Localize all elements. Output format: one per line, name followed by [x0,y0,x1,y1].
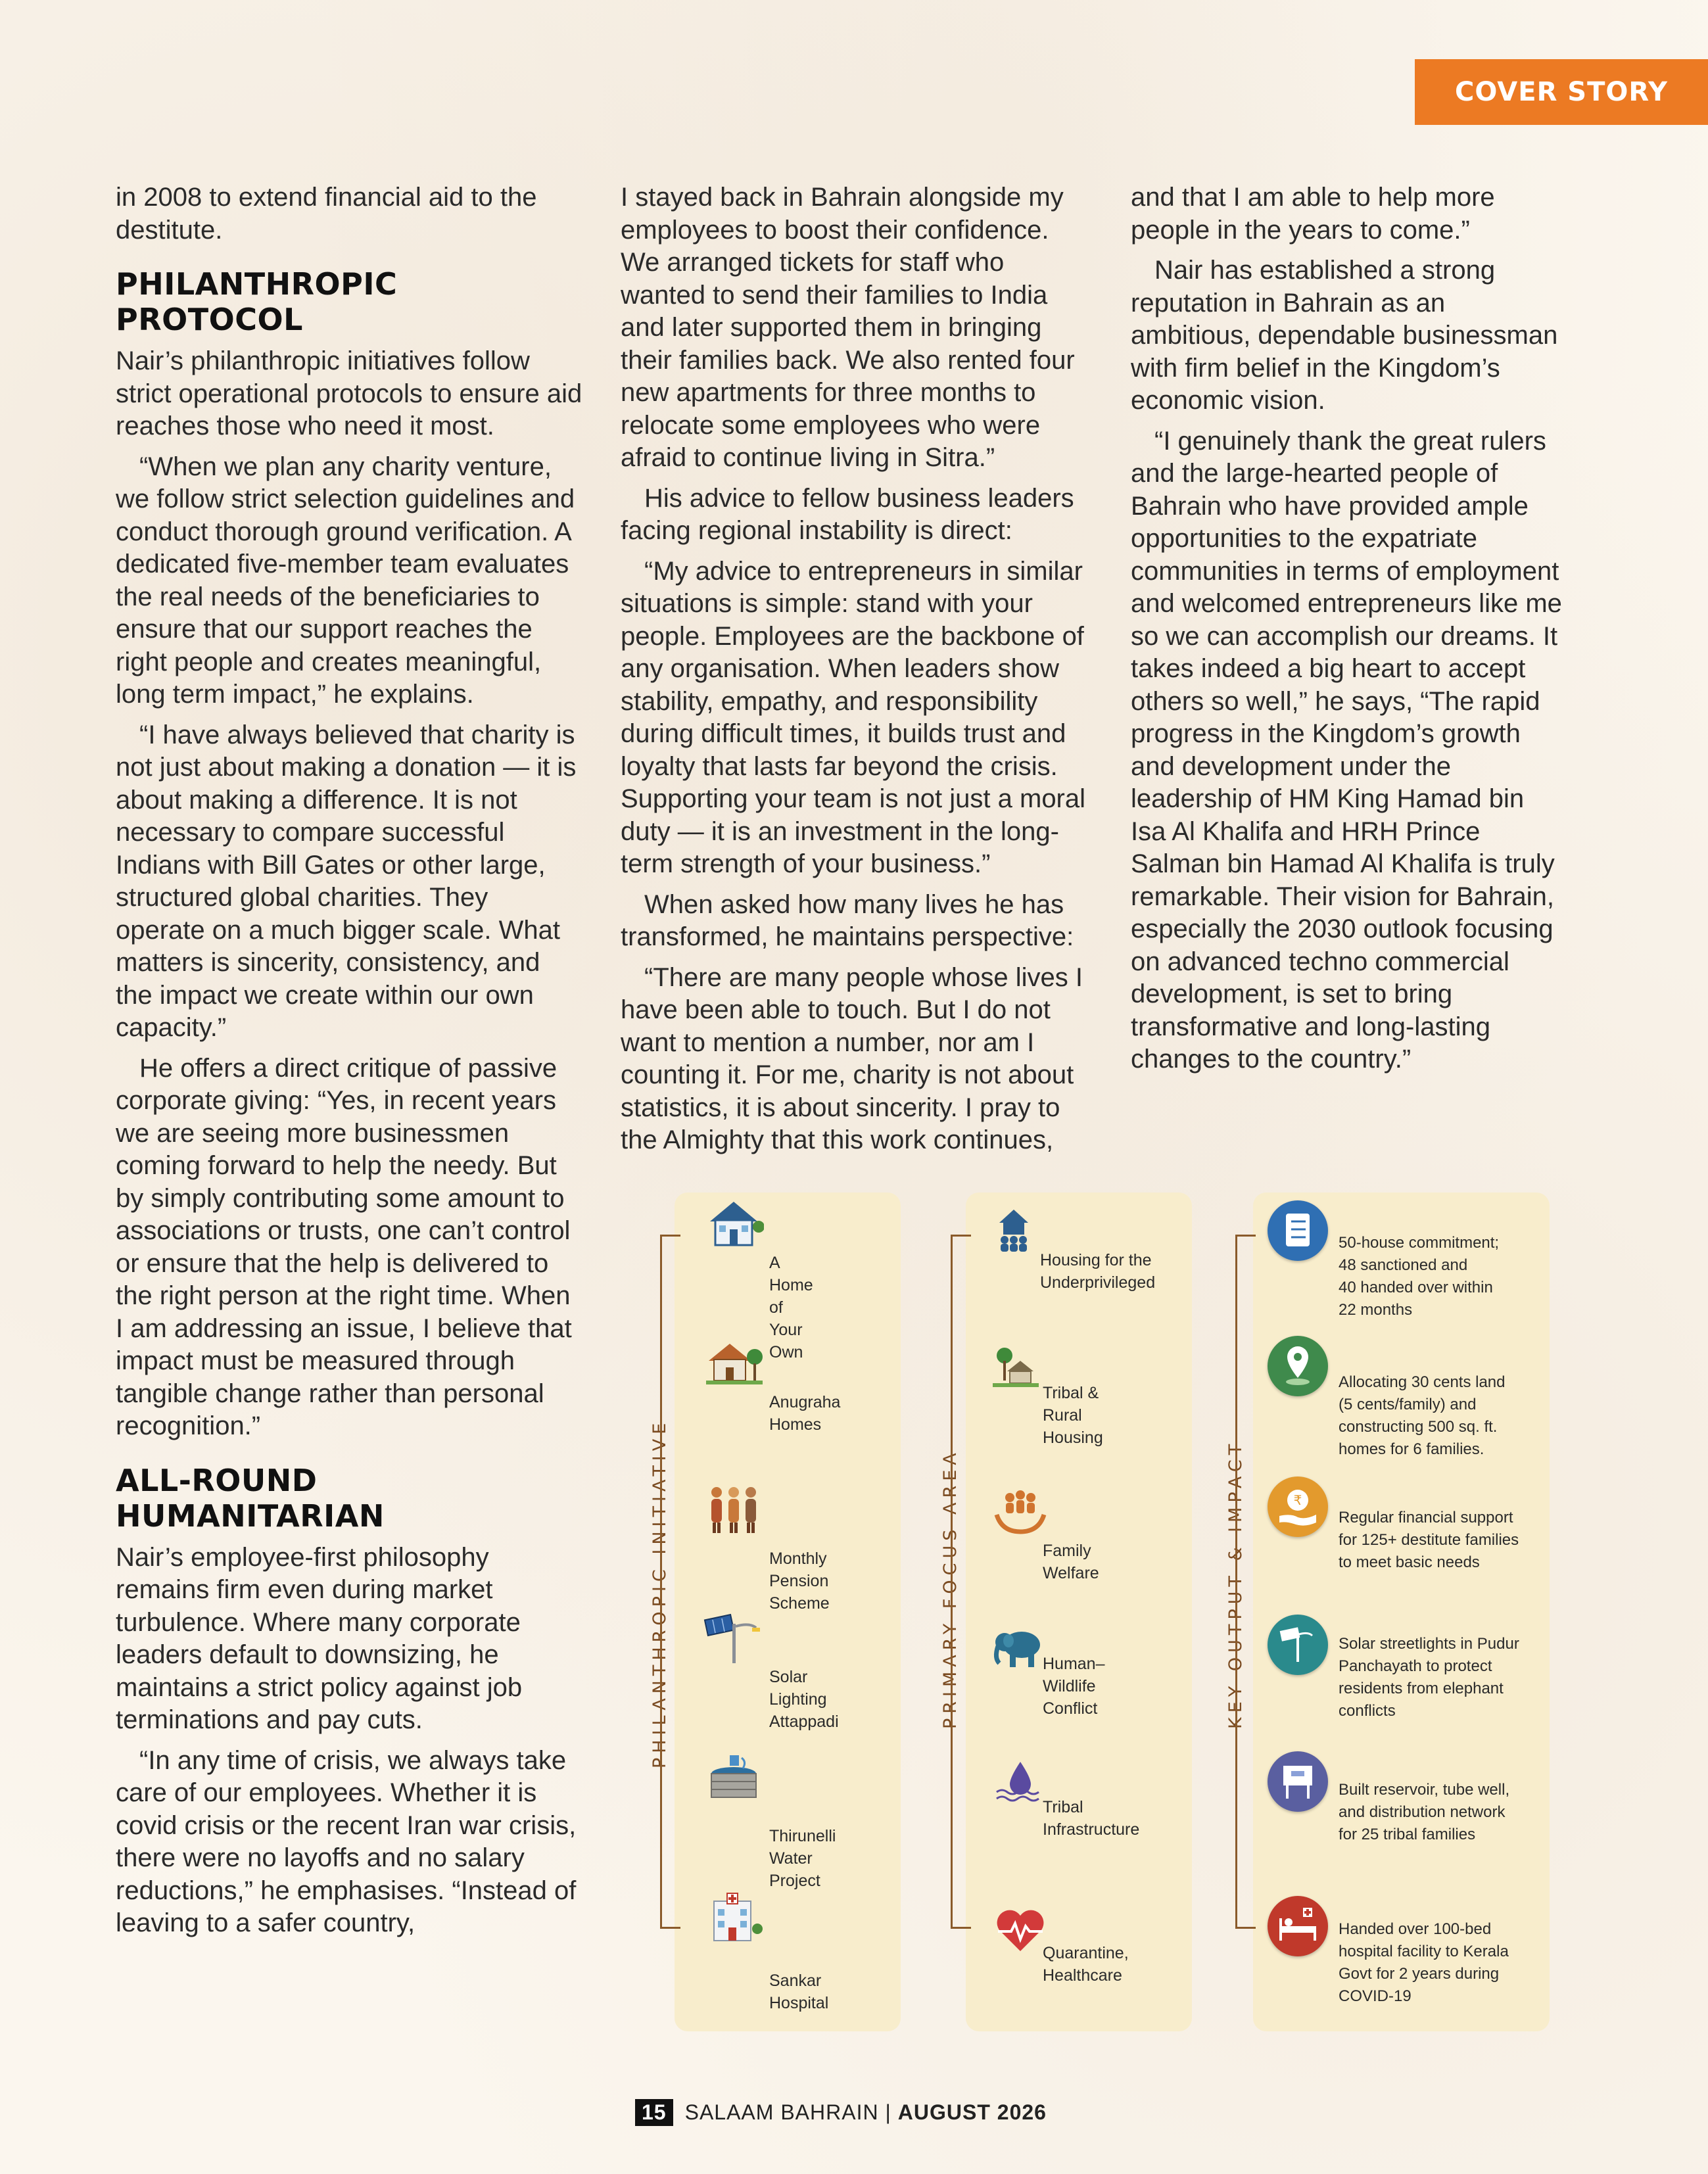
paragraph: “My advice to entrepreneurs in similar situations is simple: stand with your people. Employees are the backbone of any organisation. When leaders show stability, empathy, and responsibility during difficult times, it builds trust and loyalty that lasts far beyond the crisis. Supporting your team is not just a moral duty — it is an investment in the long-term strength of your business.” [621,556,1086,878]
paragraph: Nair has established a strong reputation in Bahrain as an ambitious, dependable businessman with firm belief in the Kingdom’s economic vision. [1131,256,1558,415]
initiative-label: Thirunelli Water Project [769,1827,836,1890]
focus-label: Human–Wildlife Conflict [1043,1655,1105,1718]
streetlight-icon [1268,1615,1328,1675]
paragraph: Nair’s employee-first philosophy remains firm even during market turbulence. Where many corporate leaders default to downsizing, he maintains a strict policy against job terminations and pay cuts. [116,1542,523,1734]
checklist-icon [1268,1200,1328,1261]
solar-streetlight-icon [703,1613,764,1666]
output-column-title: KEY OUTPUT & IMPACT [1225,1439,1246,1729]
paragraph: He offers a direct critique of passive corporate giving: “Yes, in recent years we are seeing more businessmen coming forward to help the needy. But by simply contributing some amount to associations or trusts, one can’t control or ensure that the help is delivered to the right person at the right time. When I am addressing an issue, I believe that impact must be measured through tangible change rather than personal recognition.” [116,1053,572,1440]
family-care-icon [990,1488,1051,1541]
output-text: Built reservoir, tube well, and distribution network for 25 tribal families [1339,1781,1510,1843]
community-housing-icon [990,1203,1051,1256]
rupee-hand-icon [1268,1477,1328,1537]
cottage-icon [703,1335,764,1387]
output-text: Regular financial support for 125+ destitute families to meet basic needs [1339,1509,1519,1571]
focus-column-title: PRIMARY FOCUS AREA [940,1448,961,1729]
paragraph: “When we plan any charity venture, we follow strict selection guidelines and conduct thorough ground verification. A dedicated five-member team evaluates the real needs of the beneficiaries to ensure that our support reaches the right people and creates meaningful, long term impact,” he explains. [116,452,575,709]
heartbeat-icon [990,1905,1051,1958]
article-column-1 [116,181,582,1948]
focus-label: Tribal & Rural Housing [1043,1384,1103,1447]
section-badge: COVER STORY [1415,59,1708,125]
paragraph: and that I am able to help more people in the years to come.” [1131,183,1495,245]
paragraph: Nair’s philanthropic initiatives follow strict operational protocols to ensure aid reaches those who need it most. [116,346,582,440]
map-pin-icon [1268,1336,1328,1396]
focus-label: Quarantine, Healthcare [1043,1944,1129,1985]
page-number: 15 [635,2099,673,2126]
water-tank-icon [1268,1751,1328,1812]
initiative-label: Anugraha Homes [769,1393,841,1434]
output-bracket [1235,1235,1256,1929]
initiative-label: A Home of Your Own [769,1254,813,1361]
elderly-people-icon [703,1483,764,1536]
water-drop-icon [990,1759,1051,1812]
focus-bracket [951,1235,971,1929]
initiative-label: Sankar Hospital [769,1972,829,2012]
page-footer [635,2097,1047,2127]
initiative-label: Solar Lighting Attappadi [769,1668,839,1731]
focus-label: Housing for the Underprivileged [1040,1251,1156,1292]
svg-text:₹: ₹ [1293,1492,1302,1508]
output-text: Allocating 30 cents land (5 cents/family) and constructing 500 sq. ft. homes for 6 families. [1339,1373,1506,1458]
magazine-name: SALAAM BAHRAIN | [684,2100,891,2124]
section-heading: ALL-ROUND HUMANITARIAN [116,1462,385,1534]
paragraph: “There are many people whose lives I have been able to touch. But I do not want to mention a number, nor am I counting it. For me, charity is not about statistics, it is about sincerity. I pray to the Almighty that this work continues, [621,962,1083,1154]
elephant-icon [990,1622,1051,1675]
output-text: Handed over 100-bed hospital facility to Kerala Govt for 2 years during COVID-19 [1339,1920,1509,2005]
output-text: 50-house commitment; 48 sanctioned and 40 handed over within 22 months [1339,1234,1500,1319]
paragraph: I stayed back in Bahrain alongside my employees to boost their confidence. We arranged tickets for staff who wanted to send their families to India and later supported them in bringing their families back. We also rented four new apartments for three months to relocate some employees who were afraid to continue living in Sitra.” [621,183,1075,472]
output-text: Solar streetlights in Pudur Panchayath to protect residents from elephant conflicts [1339,1635,1519,1720]
rural-house-icon [990,1342,1051,1395]
house-icon [703,1196,764,1249]
water-well-icon [703,1751,764,1804]
paragraph: His advice to fellow business leaders facing regional instability is direct: [621,483,1074,545]
paragraph: “I genuinely thank the great rulers and the large-hearted people of Bahrain who have provided ample opportunities to the expatriate communities in terms of employment and welcomed entrepreneurs like me so we can accomplish our dreams. It takes indeed a big heart to accept others so well,” he says, “The rapid progress in the Kingdom’s growth and development under the leadership of HM King Hamad bin Isa Al Khalifa and HRH Prince Salman bin Hamad Al Khalifa is truly remarkable. Their vision for Bahrain, especially the 2030 outlook focusing on advanced techno commercial development, is set to bring transformative and long-lasting changes to the country.” [1131,426,1562,1074]
article-column-3 [1131,181,1565,1084]
hospital-bed-icon [1268,1896,1328,1956]
initiative-label: Monthly Pension Scheme [769,1549,830,1613]
paragraph: When asked how many lives he has transformed, he maintains perspective: [621,889,1074,951]
initiative-column-title: PHILANTHROPIC INITIATIVE [650,1418,670,1768]
paragraph: “I have always believed that charity is not just about making a donation — it is about making a difference. It is not necessary to compare successful Indians with Bill Gates or other large, structured global charities. They operate on a much bigger scale. What matters is sincerity, consistency, and the impact we create within our own capacity.” [116,720,577,1042]
paragraph: “In any time of crisis, we always take care of our employees. Whether it is covid crisis or the recent Iran war crisis, there were no layoffs and no salary reductions,” he emphasises. “Instead of leaving to a safer country, [116,1745,577,1937]
article-column-2 [621,181,1094,1165]
hospital-icon [703,1892,764,1945]
initiative-bracket [660,1235,680,1929]
paragraph: in 2008 to extend financial aid to the destitute. [116,183,537,245]
issue-date: AUGUST 2026 [897,2100,1047,2124]
focus-label: Family Welfare [1043,1542,1099,1582]
section-heading: PHILANTHROPIC PROTOCOL [116,266,398,337]
focus-label: Tribal Infrastructure [1043,1798,1140,1839]
